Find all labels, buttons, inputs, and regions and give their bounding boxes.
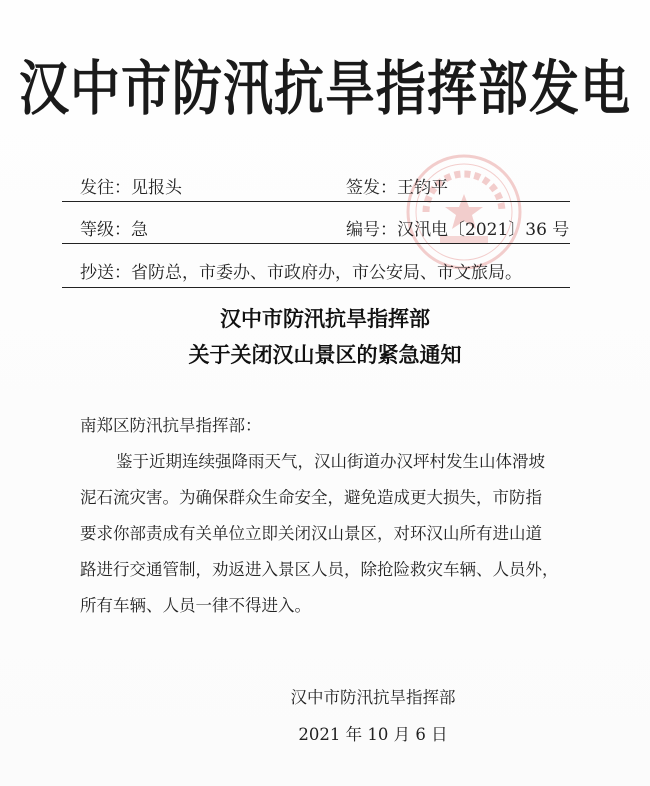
header-divider-1 (62, 201, 570, 202)
recipient-line: 南郑区防汛抗旱指挥部： (80, 416, 262, 435)
body-line-5: 所有车辆、人员一律不得进入。 (80, 596, 311, 615)
cc-field: 抄送：省防总，市委办、市政府办，市公安局、市文旅局。 (80, 263, 522, 283)
body-line-4: 路进行交通管制，劝返进入景区人员，除抢险救灾车辆、人员外， (80, 560, 559, 579)
doc-number-field: 编号：汉汛电〔2021〕36 号 (346, 220, 570, 240)
body-line-3: 要求你部责成有关单位立即关闭汉山景区，对环汉山所有进山道 (80, 524, 542, 543)
body-line-2: 泥石流灾害。为确保群众生命安全，避免造成更大损失，市防指 (80, 488, 542, 507)
official-seal-stamp (404, 152, 524, 272)
signer-field: 签发：王钧平 (346, 178, 448, 198)
signature-date: 2021 年 10 月 6 日 (298, 725, 448, 744)
header-divider-3 (62, 287, 570, 288)
send-to-field: 发往：见报头 (80, 178, 182, 198)
document-title-line-1: 汉中市防汛抗旱指挥部 (220, 306, 430, 331)
grade-field: 等级：急 (80, 220, 148, 240)
document-title-line-2: 关于关闭汉山景区的紧急通知 (188, 342, 462, 367)
body-line-1: 鉴于近期连续强降雨天气，汉山街道办汉坪村发生山体滑坡 (116, 452, 545, 471)
header-divider-2 (62, 243, 570, 244)
signature-org: 汉中市防汛抗旱指挥部 (290, 688, 456, 707)
masthead-title: 汉中市防汛抗旱指挥部发电 (19, 54, 631, 124)
